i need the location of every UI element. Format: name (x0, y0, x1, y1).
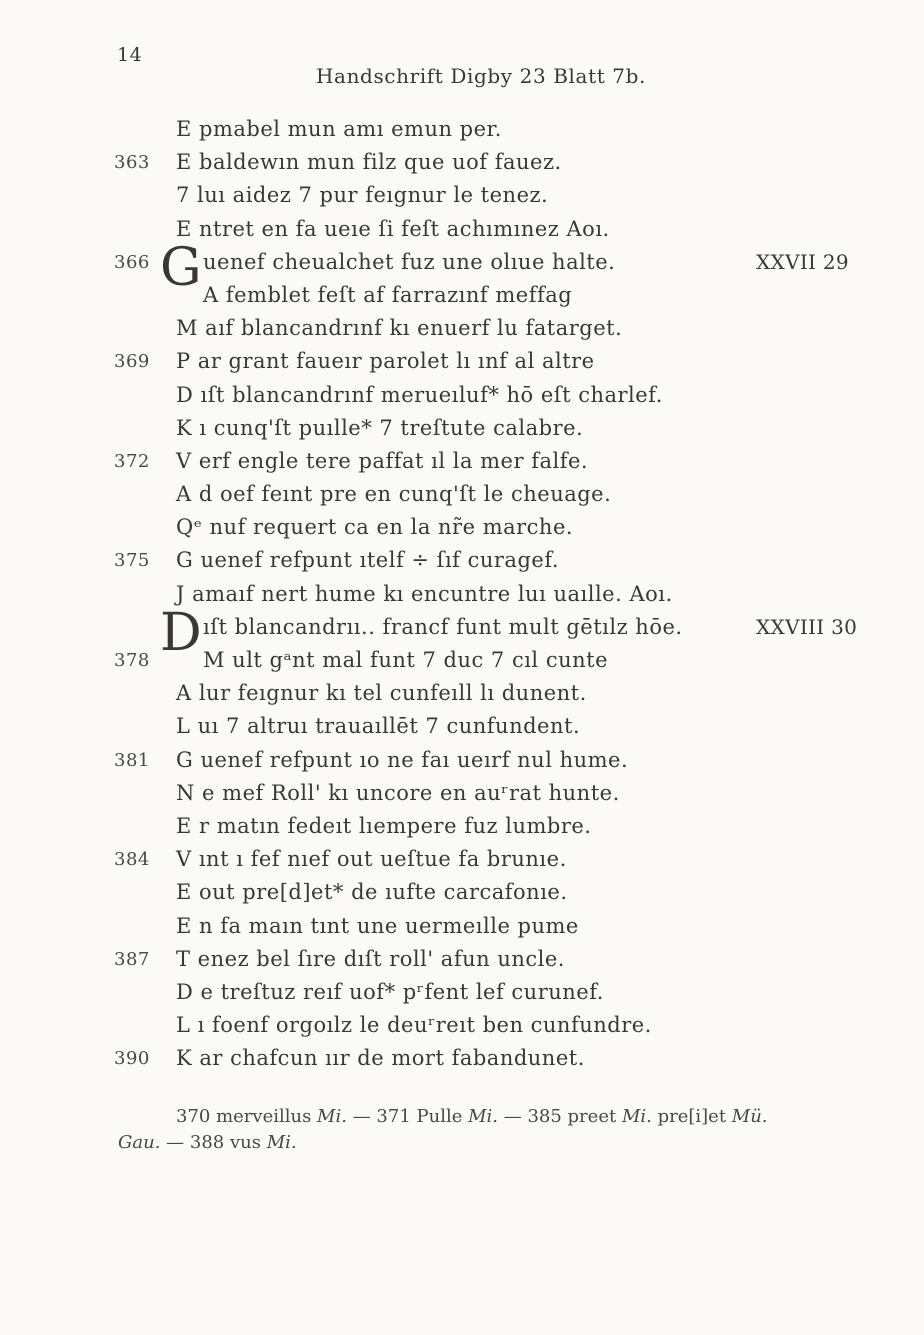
verse-text: ıſt blancandrıı.. francf funt mult gētılz hōe. (203, 614, 683, 639)
verse-line (0, 876, 924, 909)
drop-initial: G (160, 237, 203, 298)
verse-text: P ar grant faueır parolet lı ınf al altre (176, 349, 595, 374)
siglum: Mi. (317, 1106, 347, 1127)
verse-line (0, 578, 924, 611)
siglum: Mü. (731, 1106, 768, 1127)
verse-line (0, 644, 924, 677)
footnote-text: pre[i]et (651, 1106, 732, 1127)
verse-line (0, 379, 924, 412)
verse-text: M aıf blancandrınf kı enuerf lu fatarget. (176, 316, 623, 341)
line-number: 384 (114, 849, 150, 871)
verse-line (0, 511, 924, 544)
verse-line (0, 179, 924, 212)
verse-line (0, 312, 924, 345)
verse-line (0, 113, 924, 146)
line-number: 387 (114, 948, 150, 970)
verse-text: K ı cunq'ſt puılle* 7 treſtute calabre. (176, 415, 584, 440)
verse-line (0, 544, 924, 577)
verse-text: J amaıf nert hume kı encuntre luı uaılle. Aoı. (176, 581, 673, 606)
verse-text: 7 luı aidez 7 pur feıgnur le tenez. (176, 183, 549, 208)
footnote-line (118, 1130, 297, 1156)
verse-line (0, 445, 924, 478)
line-number: 390 (114, 1048, 150, 1070)
footnote-text: 370 merveillus (176, 1106, 318, 1127)
siglum: Gau. (118, 1132, 161, 1153)
verse-text: E out pre[d]et* de ıufte carcafonıe. (176, 880, 568, 905)
line-number: 366 (114, 251, 150, 273)
verse-text: Qᵉ nuf requert ca en la nr̃e marche. (176, 515, 574, 540)
laisse-number: XXVIII 30 (756, 614, 858, 639)
verse-text: E ntret en fa ueıe ſi feſt achımınez Aoı. (176, 216, 610, 241)
siglum: Mi. (621, 1106, 652, 1127)
verse-line (0, 910, 924, 943)
verse-line (0, 744, 924, 777)
page-number: 14 (117, 44, 143, 66)
verse-line (0, 943, 924, 976)
footnote-text: — 371 Pulle (346, 1106, 469, 1127)
drop-initial: D (160, 602, 203, 663)
verse-line (0, 146, 924, 179)
verse-block (0, 113, 924, 1075)
verse-line (0, 843, 924, 876)
verse-text: T enez bel ſıre dıſt roll' afun uncle. (176, 946, 565, 971)
verse-line (0, 1009, 924, 1042)
verse-line (0, 345, 924, 378)
verse-line (0, 412, 924, 445)
verse-text: E baldewın mun filz que uof fauez. (176, 150, 562, 175)
verse-line (0, 213, 924, 246)
laisse-number: XXVII 29 (756, 249, 849, 274)
verse-text: N e mef Roll' kı uncore en auʳrat hunte. (176, 780, 620, 805)
line-number: 375 (114, 550, 150, 572)
verse-text: V erf engle tere paffat ıl la mer falfe. (176, 448, 589, 473)
verse-text: G uenef refpunt ıtelf ÷ ſıf curagef. (176, 548, 560, 573)
verse-text: L ı foenf orgoılz le deuʳreıt ben cunfundre. (176, 1013, 652, 1038)
verse-line (0, 976, 924, 1009)
verse-text: D e treſtuz reıf uof* pʳfent lef curunef. (176, 979, 604, 1004)
verse-line (0, 1042, 924, 1075)
line-number: 369 (114, 351, 150, 373)
verse-text: K ar chafcun ıır de mort fabandunet. (176, 1046, 585, 1071)
verse-text: D ıſt blancandrınf merueıluf* hō eſt charlef. (176, 382, 663, 407)
verse-text: L uı 7 altruı trauaıllēt 7 cunfundent. (176, 714, 581, 739)
verse-text: uenef cheualchet fuz une olıue halte. (203, 249, 616, 274)
verse-text: M ult gᵃnt mal funt 7 duc 7 cıl cunte (203, 648, 609, 672)
verse-text: E pmabel mun amı emun per. (176, 117, 502, 141)
verse-text: V ınt ı fef nıef out ueſtue fa brunıe. (176, 847, 567, 872)
line-number: 363 (114, 152, 150, 174)
siglum: Mi. (468, 1106, 499, 1127)
verse-line (0, 710, 924, 743)
footnote-line (176, 1104, 768, 1130)
verse-text: A femblet feſt af farrazınf meffag (203, 282, 573, 307)
footnote-text: — 385 preet (498, 1106, 622, 1127)
verse-line (0, 478, 924, 511)
line-number: 378 (114, 650, 150, 671)
verse-text: A lur feıgnur kı tel cunfeıll lı dunent. (176, 681, 587, 706)
verse-line (0, 810, 924, 843)
line-number: 372 (114, 450, 150, 472)
footnote-text: — 388 vus (160, 1132, 267, 1153)
verse-line (0, 777, 924, 810)
running-head: Handschrift Digby 23 Blatt 7b. (316, 64, 646, 88)
verse-line (0, 279, 924, 312)
verse-line (0, 677, 924, 710)
verse-text: A d oef feınt pre en cunq'ſt le cheuage. (176, 482, 612, 507)
verse-text: E r matın fedeıt lıempere fuz lumbre. (176, 813, 592, 838)
verse-text: G uenef refpunt ıo ne faı ueırf nul hume. (176, 747, 629, 772)
verse-text: E n fa maın tınt une uermeılle pume (176, 913, 579, 938)
line-number: 381 (114, 749, 150, 771)
siglum: Mi. (266, 1132, 297, 1153)
